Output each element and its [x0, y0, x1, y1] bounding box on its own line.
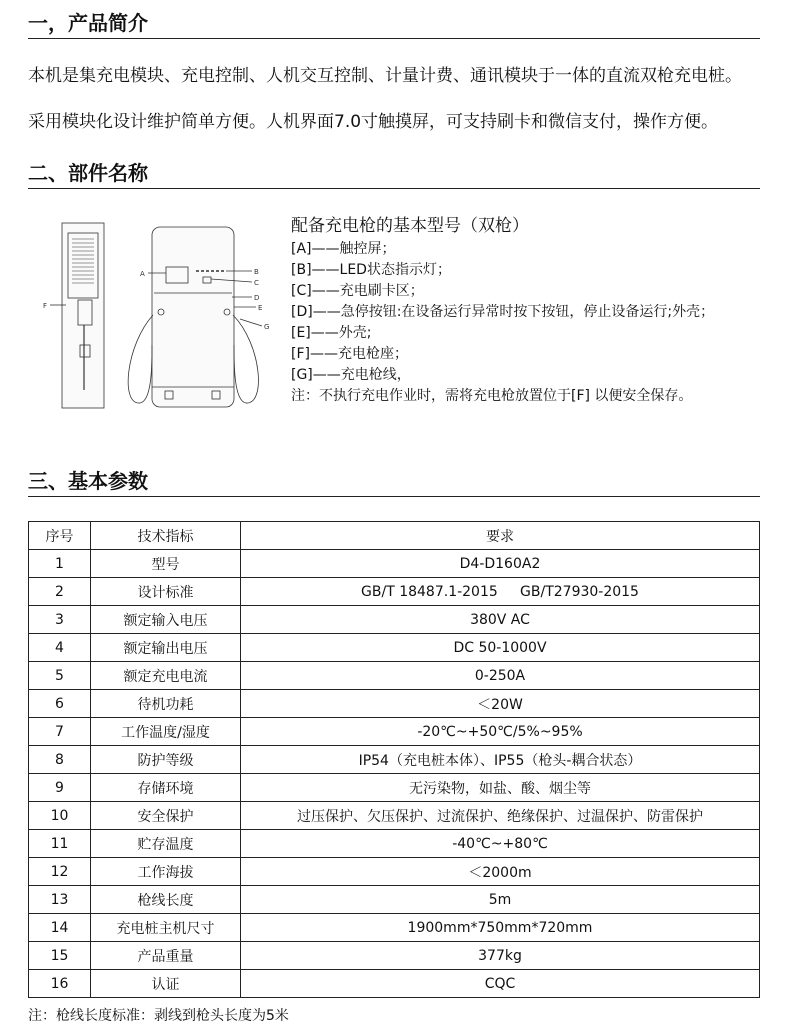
cell-requirement: 380V AC [241, 606, 760, 634]
cell-index: 1 [29, 550, 91, 578]
cell-index: 7 [29, 718, 91, 746]
cell-requirement: -20℃~+50℃/5%~95% [241, 718, 760, 746]
table-row [29, 858, 760, 886]
cell-index: 6 [29, 690, 91, 718]
cell-spec: 待机功耗 [91, 690, 241, 718]
table-row [29, 550, 760, 578]
table-row [29, 718, 760, 746]
table-row [29, 830, 760, 858]
diagram-label-f: F [43, 302, 48, 310]
cell-requirement: 1900mm*750mm*720mm [241, 914, 760, 942]
section-title-parts: 二、部件名称 [28, 160, 760, 189]
diagram-label-a: A [140, 270, 145, 278]
table-row [29, 914, 760, 942]
cell-requirement: 无污染物，如盐、酸、烟尘等 [241, 774, 760, 802]
cell-spec: 认证 [91, 970, 241, 998]
cell-index: 16 [29, 970, 91, 998]
diagram-label-c: C [254, 279, 259, 287]
cell-spec: 产品重量 [91, 942, 241, 970]
section-title-params: 三、基本参数 [28, 468, 760, 497]
cell-requirement: IP54（充电桩本体）、IP55（枪头-耦合状态） [241, 746, 760, 774]
parts-note: 注：不执行充电作业时，需将充电枪放置位于[F] 以便安全保存。 [291, 388, 693, 404]
cell-spec: 额定输入电压 [91, 606, 241, 634]
cell-requirement: CQC [241, 970, 760, 998]
diagram-label-d: D [254, 294, 260, 302]
cell-index: 12 [29, 858, 91, 886]
cell-requirement: 377kg [241, 942, 760, 970]
table-row [29, 886, 760, 914]
parts-legend [291, 215, 771, 407]
cell-requirement: 过压保护、欠压保护、过流保护、绝缘保护、过温保护、防雷保护 [241, 802, 760, 830]
charger-diagram [40, 215, 280, 415]
cell-spec: 安全保护 [91, 802, 241, 830]
table-row [29, 606, 760, 634]
cell-requirement: ＜20W [241, 690, 760, 718]
header-spec: 技术指标 [91, 522, 241, 550]
cell-spec: 存储环境 [91, 774, 241, 802]
diagram-label-b: B [254, 268, 259, 276]
cell-index: 11 [29, 830, 91, 858]
cell-index: 5 [29, 662, 91, 690]
parts-item-a: [A]——触控屏； [291, 241, 396, 257]
cell-requirement: D4-D160A2 [241, 550, 760, 578]
cell-requirement: GB/T 18487.1-2015 GB/T27930-2015 [241, 578, 760, 606]
parts-item-f: [F]——充电枪座； [291, 346, 408, 362]
cell-index: 2 [29, 578, 91, 606]
cell-index: 9 [29, 774, 91, 802]
table-row [29, 802, 760, 830]
intro-paragraph-2: 采用模块化设计维护简单方便。人机界面7.0寸触摸屏，可支持刷卡和微信支付，操作方便。 [28, 112, 719, 132]
cell-spec: 额定充电电流 [91, 662, 241, 690]
cell-spec: 额定输出电压 [91, 634, 241, 662]
cell-index: 15 [29, 942, 91, 970]
cell-requirement: 0-250A [241, 662, 760, 690]
table-row [29, 634, 760, 662]
cell-spec: 工作温度/湿度 [91, 718, 241, 746]
table-row [29, 578, 760, 606]
cell-index: 13 [29, 886, 91, 914]
table-row [29, 746, 760, 774]
cell-index: 14 [29, 914, 91, 942]
diagram-label-e: E [258, 304, 263, 312]
cell-requirement: ＜2000m [241, 858, 760, 886]
cell-spec: 防护等级 [91, 746, 241, 774]
diagram-label-g: G [264, 323, 270, 331]
cell-spec: 设计标准 [91, 578, 241, 606]
parts-item-e: [E]——外壳; [291, 325, 372, 341]
section-title-intro: 一，产品简介 [28, 10, 760, 39]
table-row [29, 942, 760, 970]
table-row [29, 970, 760, 998]
parts-item-c: [C]——充电刷卡区； [291, 283, 424, 299]
parts-item-b: [B]——LED状态指示灯； [291, 262, 451, 278]
header-index: 序号 [29, 522, 91, 550]
intro-paragraph-1: 本机是集充电模块、充电控制、人机交互控制、计量计费、通讯模块于一体的直流双枪充电桩。 [28, 66, 742, 86]
cell-index: 8 [29, 746, 91, 774]
table-row [29, 690, 760, 718]
cell-index: 10 [29, 802, 91, 830]
params-table [28, 521, 760, 998]
table-row [29, 774, 760, 802]
cell-spec: 工作海拔 [91, 858, 241, 886]
cell-index: 4 [29, 634, 91, 662]
table-row [29, 662, 760, 690]
cell-spec: 枪线长度 [91, 886, 241, 914]
parts-legend-heading: 配备充电枪的基本型号（双枪） [291, 216, 529, 236]
cell-requirement: -40℃~+80℃ [241, 830, 760, 858]
cell-index: 3 [29, 606, 91, 634]
parts-item-d: [D]——急停按钮:在设备运行异常时按下按钮，停止设备运行;外壳； [291, 304, 715, 320]
header-requirement: 要求 [241, 522, 760, 550]
table-header-row [29, 522, 760, 550]
cell-requirement: DC 50-1000V [241, 634, 760, 662]
cell-spec: 贮存温度 [91, 830, 241, 858]
cell-spec: 充电桩主机尺寸 [91, 914, 241, 942]
cable-length-note: 注：枪线长度标准：剥线到枪头长度为5米 [28, 1008, 289, 1024]
cell-requirement: 5m [241, 886, 760, 914]
cell-spec: 型号 [91, 550, 241, 578]
parts-item-g: [G]——充电枪线， [291, 367, 411, 383]
